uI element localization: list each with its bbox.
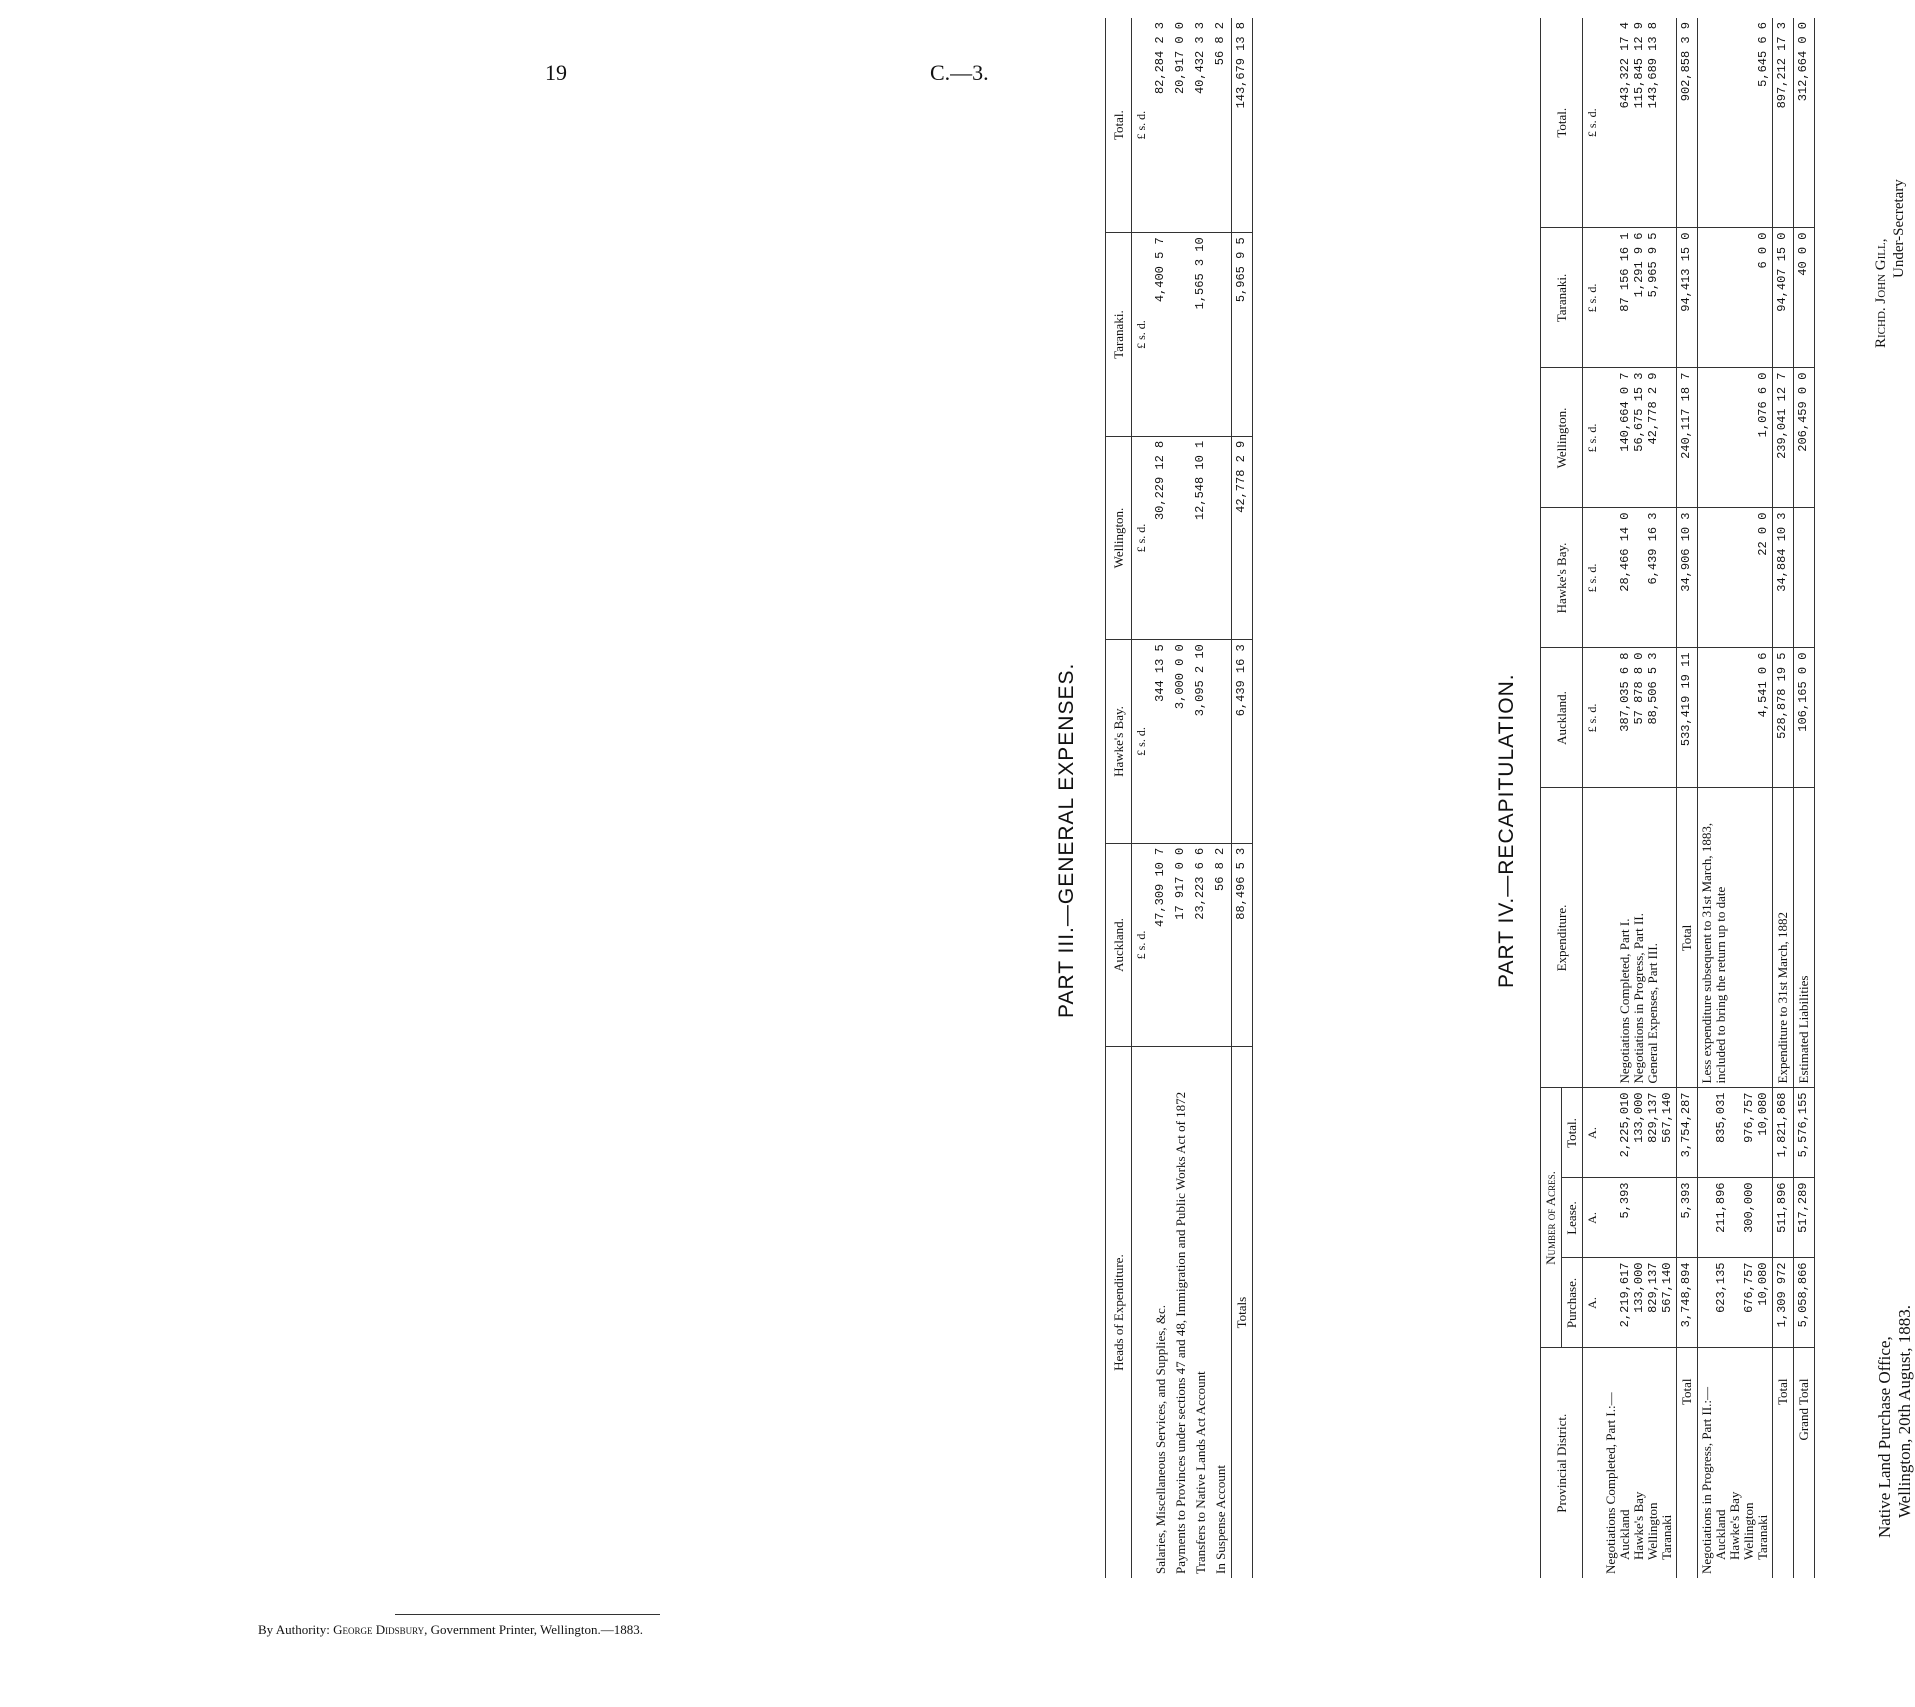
printer-rest: Government Printer, Wellington.—1883. (430, 1622, 643, 1637)
cell-value: 623,135 (1714, 1262, 1728, 1313)
block2-districts (1698, 1348, 1773, 1578)
header-taranaki: Taranaki. (1541, 228, 1583, 368)
cell-value: 3,754,287 (1677, 1088, 1698, 1178)
total-auckland: 88,496 5 3 (1232, 843, 1253, 1046)
cell-taranaki: 4,400 5 7 (1151, 233, 1171, 436)
cell-value: 42,778 2 9 (1646, 372, 1660, 445)
header-total: Total. (1541, 18, 1583, 228)
grand-total-row (1794, 18, 1815, 1578)
cell-value: 143,689 13 8 (1646, 22, 1660, 109)
cell-value: 976,757 (1742, 1092, 1756, 1143)
acre-unit: A. (1583, 1088, 1603, 1178)
document-code: C.—3. (930, 60, 989, 85)
cell-value: 1,309 972 (1773, 1258, 1794, 1348)
money-unit: £ s. d. (1583, 368, 1603, 508)
cell-value: 829,137 (1646, 1092, 1660, 1143)
row-label: Transfers to Native Lands Act Account (1193, 1371, 1208, 1574)
money-unit: £ s. d. (1583, 508, 1603, 648)
table-row (1211, 18, 1232, 1578)
block1-grand (1602, 18, 1677, 228)
expenditure-label: Negotiations in Progress, Part II. (1631, 913, 1646, 1084)
cell-value: 5,393 (1677, 1178, 1698, 1258)
cell-value: 567,140 (1660, 1092, 1674, 1143)
cell-value: 528,878 19 5 (1773, 648, 1794, 788)
cell-value: 1,076 6 0 (1698, 368, 1773, 508)
total-hawkes-bay: 6,439 16 3 (1232, 640, 1253, 843)
total-taranaki: 5,965 9 5 (1232, 233, 1253, 436)
cell-value: 206,459 0 0 (1794, 368, 1815, 508)
money-unit: £ s. d. (1583, 648, 1603, 788)
block1-taranaki (1602, 228, 1677, 368)
part4-title: PART IV.—RECAPITULATION. (1495, 673, 1518, 988)
cell-value: 40 0 0 (1794, 228, 1815, 368)
cell-total: 20,917 0 0 (1171, 18, 1191, 233)
unit-label: £ s. d. (1132, 18, 1152, 233)
cell-value: 897,212 17 3 (1773, 18, 1794, 228)
cell-taranaki (1171, 233, 1191, 436)
cell-value: 5,393 (1618, 1182, 1632, 1219)
cell-value: 6 0 0 (1698, 228, 1773, 368)
unit-label: £ s. d. (1132, 843, 1152, 1046)
total-label: Total (1773, 1348, 1794, 1578)
table-row (1151, 18, 1171, 1578)
district-name: Wellington (1645, 1502, 1660, 1560)
signature-title: Under-Secretary (1891, 179, 1907, 278)
printer-divider (395, 1614, 660, 1615)
unit-label: £ s. d. (1132, 233, 1152, 436)
cell-value: 2,219,617 (1618, 1262, 1632, 1328)
cell-value: 57 878 8 0 (1632, 652, 1646, 725)
cell-auckland: 17 917 0 0 (1171, 843, 1191, 1046)
cell-value: 829,137 (1646, 1262, 1660, 1313)
expenditure-label: Expenditure to 31st March, 1882 (1773, 788, 1794, 1088)
cell-value: 533,419 19 11 (1677, 648, 1698, 788)
cell-value: 94,413 15 0 (1677, 228, 1698, 368)
cell-value: 300,000 (1742, 1182, 1756, 1233)
signature-office: Native Land Purchase Office, (1875, 1336, 1894, 1538)
cell-wellington (1211, 436, 1232, 639)
general-expenses-table (1105, 18, 1253, 1578)
cell-value: 94,407 15 0 (1773, 228, 1794, 368)
header-number-of-acres: Number of Acres. (1541, 1088, 1562, 1348)
block1-wellington (1602, 368, 1677, 508)
signature-name: Richd. John Gill, (1873, 238, 1889, 348)
totals-label: Totals (1232, 1047, 1253, 1578)
block1-rows (1602, 18, 1677, 1578)
expenditure-label: Estimated Liabilities (1794, 788, 1815, 1088)
block1-lease (1602, 1178, 1677, 1258)
district-name: Taranaki (1755, 1514, 1770, 1560)
unit-label: £ s. d. (1132, 640, 1152, 843)
total-label: Total (1677, 1348, 1698, 1578)
row-label: In Suspense Account (1213, 1464, 1228, 1574)
block2-expenditure: Less expenditure subsequent to 31st March, 1883, included to bring the return up to date (1698, 788, 1773, 1088)
cell-taranaki (1211, 233, 1232, 436)
cell-value: 643,322 17 4 (1618, 22, 1632, 109)
cell-value: 5,576,155 (1794, 1088, 1815, 1178)
cell-value: 6,439 16 3 (1646, 512, 1660, 585)
cell-value: 240,117 18 7 (1677, 368, 1698, 508)
header-heads: Heads of Expenditure. (1106, 1047, 1132, 1578)
district-name: Hawke's Bay (1727, 1491, 1742, 1560)
cell-auckland: 23,223 6 6 (1191, 843, 1211, 1046)
block2-total-acres (1698, 1088, 1773, 1178)
cell-wellington: 30,229 12 8 (1151, 436, 1171, 639)
block1-total-row (1677, 18, 1698, 1578)
block1-hawkes-bay (1602, 508, 1677, 648)
cell-taranaki: 1,565 3 10 (1191, 233, 1211, 436)
table-row (1171, 18, 1191, 1578)
cell-value: 312,664 0 0 (1794, 18, 1815, 228)
printer-name: George Didsbury, (333, 1622, 428, 1637)
block1-total-acres (1602, 1088, 1677, 1178)
cell-value: 133,000 (1632, 1262, 1646, 1313)
totals-row (1232, 18, 1253, 1578)
district-name: Auckland (1617, 1509, 1632, 1560)
header-wellington: Wellington. (1106, 436, 1132, 639)
cell-hawkes-bay: 3,095 2 10 (1191, 640, 1211, 843)
cell-value: 34,884 10 3 (1773, 508, 1794, 648)
units-row (1583, 18, 1603, 1578)
cell-value: 2,225,010 (1618, 1092, 1632, 1158)
cell-value: 87 156 16 1 (1618, 232, 1632, 312)
cell-value: 3,748,894 (1677, 1258, 1698, 1348)
cell-value: 5,965 9 5 (1646, 232, 1660, 298)
recapitulation-table (1540, 18, 1815, 1578)
cell-value (1794, 508, 1815, 648)
block1-purchase (1602, 1258, 1677, 1348)
cell-value: 835,031 (1714, 1092, 1728, 1143)
cell-auckland: 56 8 2 (1211, 843, 1232, 1046)
header-auckland: Auckland. (1541, 648, 1583, 788)
header-lease: Lease. (1562, 1178, 1583, 1258)
money-unit: £ s. d. (1583, 18, 1603, 228)
signature-date: Wellington, 20th August, 1883. (1895, 1304, 1914, 1518)
unit-label: £ s. d. (1132, 436, 1152, 639)
cell-total: 82,284 2 3 (1151, 18, 1171, 233)
cell-auckland: 47,309 10 7 (1151, 843, 1171, 1046)
cell-value: 28,466 14 0 (1618, 512, 1632, 592)
acre-unit: A. (1583, 1258, 1603, 1348)
district-name: Wellington (1741, 1502, 1756, 1560)
grand-total-label: Grand Total (1794, 1348, 1815, 1578)
cell-value: 1,821,868 (1773, 1088, 1794, 1178)
header-wellington: Wellington. (1541, 368, 1583, 508)
cell-value: 211,896 (1714, 1182, 1728, 1233)
cell-value: 239,041 12 7 (1773, 368, 1794, 508)
cell-value: 10,080 (1756, 1092, 1770, 1136)
block1-expenditure (1602, 788, 1677, 1088)
money-unit: £ s. d. (1583, 228, 1603, 368)
cell-wellington (1171, 436, 1191, 639)
cell-wellington: 12,548 10 1 (1191, 436, 1211, 639)
header-district: Provincial District. (1541, 1348, 1583, 1578)
district-name: Hawke's Bay (1631, 1491, 1646, 1560)
block1-heading: Negotiations Completed, Part I.:— (1603, 1392, 1618, 1574)
cell-hawkes-bay: 3,000 0 0 (1171, 640, 1191, 843)
cell-value: 115,845 12 9 (1632, 22, 1646, 109)
cell-value: 140,664 0 7 (1618, 372, 1632, 452)
cell-value: 567,140 (1660, 1262, 1674, 1313)
district-name: Taranaki (1659, 1514, 1674, 1560)
expenditure-label: Negotiations Completed, Part I. (1617, 918, 1632, 1084)
printer-imprint (258, 1622, 643, 1638)
block2-lease (1698, 1178, 1773, 1258)
total-grand: 143,679 13 8 (1232, 18, 1253, 233)
header-purchase: Purchase. (1562, 1258, 1583, 1348)
block2-rows (1698, 18, 1773, 1578)
part3-title: PART III.—GENERAL EXPENSES. (1055, 662, 1078, 1018)
header-total-acres: Total. (1562, 1088, 1583, 1178)
cell-value: 34,906 10 3 (1677, 508, 1698, 648)
block1-districts (1602, 1348, 1677, 1578)
district-name: Auckland (1713, 1509, 1728, 1560)
cell-value: 902,858 3 9 (1677, 18, 1698, 228)
block2-purchase (1698, 1258, 1773, 1348)
expenditure-label: Total (1677, 788, 1698, 1088)
header-hawkes-bay: Hawke's Bay. (1106, 640, 1132, 843)
header-auckland: Auckland. (1106, 843, 1132, 1046)
cell-value: 511,896 (1773, 1178, 1794, 1258)
block2-total-row (1773, 18, 1794, 1578)
expenditure-label: General Expenses, Part III. (1645, 943, 1660, 1084)
cell-value: 1,291 9 6 (1632, 232, 1646, 298)
page-number: 19 (545, 60, 567, 85)
table-header-row (1106, 18, 1132, 1578)
cell-value: 387,035 6 8 (1618, 652, 1632, 732)
block1-auckland (1602, 648, 1677, 788)
block2-heading: Negotiations in Progress, Part II.:— (1699, 1386, 1714, 1574)
row-label: Payments to Provinces under sections 47 and 48, Immigration and Public Works Act of 1872 (1173, 1091, 1188, 1574)
cell-value: 10,080 (1756, 1262, 1770, 1306)
header-taranaki: Taranaki. (1106, 233, 1132, 436)
units-row (1132, 18, 1152, 1578)
header-expenditure: Expenditure. (1541, 788, 1583, 1088)
cell-hawkes-bay (1211, 640, 1232, 843)
cell-value: 517,289 (1794, 1178, 1815, 1258)
cell-value: 106,165 0 0 (1794, 648, 1815, 788)
total-wellington: 42,778 2 9 (1232, 436, 1253, 639)
cell-value: 4,541 0 6 (1698, 648, 1773, 788)
rotated-landscape-content (1015, 18, 1915, 1578)
cell-total: 40,432 3 3 (1191, 18, 1211, 233)
acre-unit: A. (1583, 1178, 1603, 1258)
table-header-row (1541, 18, 1562, 1578)
header-hawkes-bay: Hawke's Bay. (1541, 508, 1583, 648)
cell-value: 88,506 5 3 (1646, 652, 1660, 725)
cell-value: 676,757 (1742, 1262, 1756, 1313)
cell-total: 56 8 2 (1211, 18, 1232, 233)
table-row (1191, 18, 1211, 1578)
row-label: Salaries, Miscellaneous Services, and Supplies, &c. (1153, 1305, 1168, 1574)
printer-prefix: By Authority: (258, 1622, 330, 1637)
header-total: Total. (1106, 18, 1132, 233)
cell-value: 56,675 15 3 (1632, 372, 1646, 452)
cell-value: 5,058,866 (1794, 1258, 1815, 1348)
cell-value: 5,645 6 6 (1698, 18, 1773, 228)
cell-value: 22 0 0 (1698, 508, 1773, 648)
cell-hawkes-bay: 344 13 5 (1151, 640, 1171, 843)
cell-value: 133,000 (1632, 1092, 1646, 1143)
